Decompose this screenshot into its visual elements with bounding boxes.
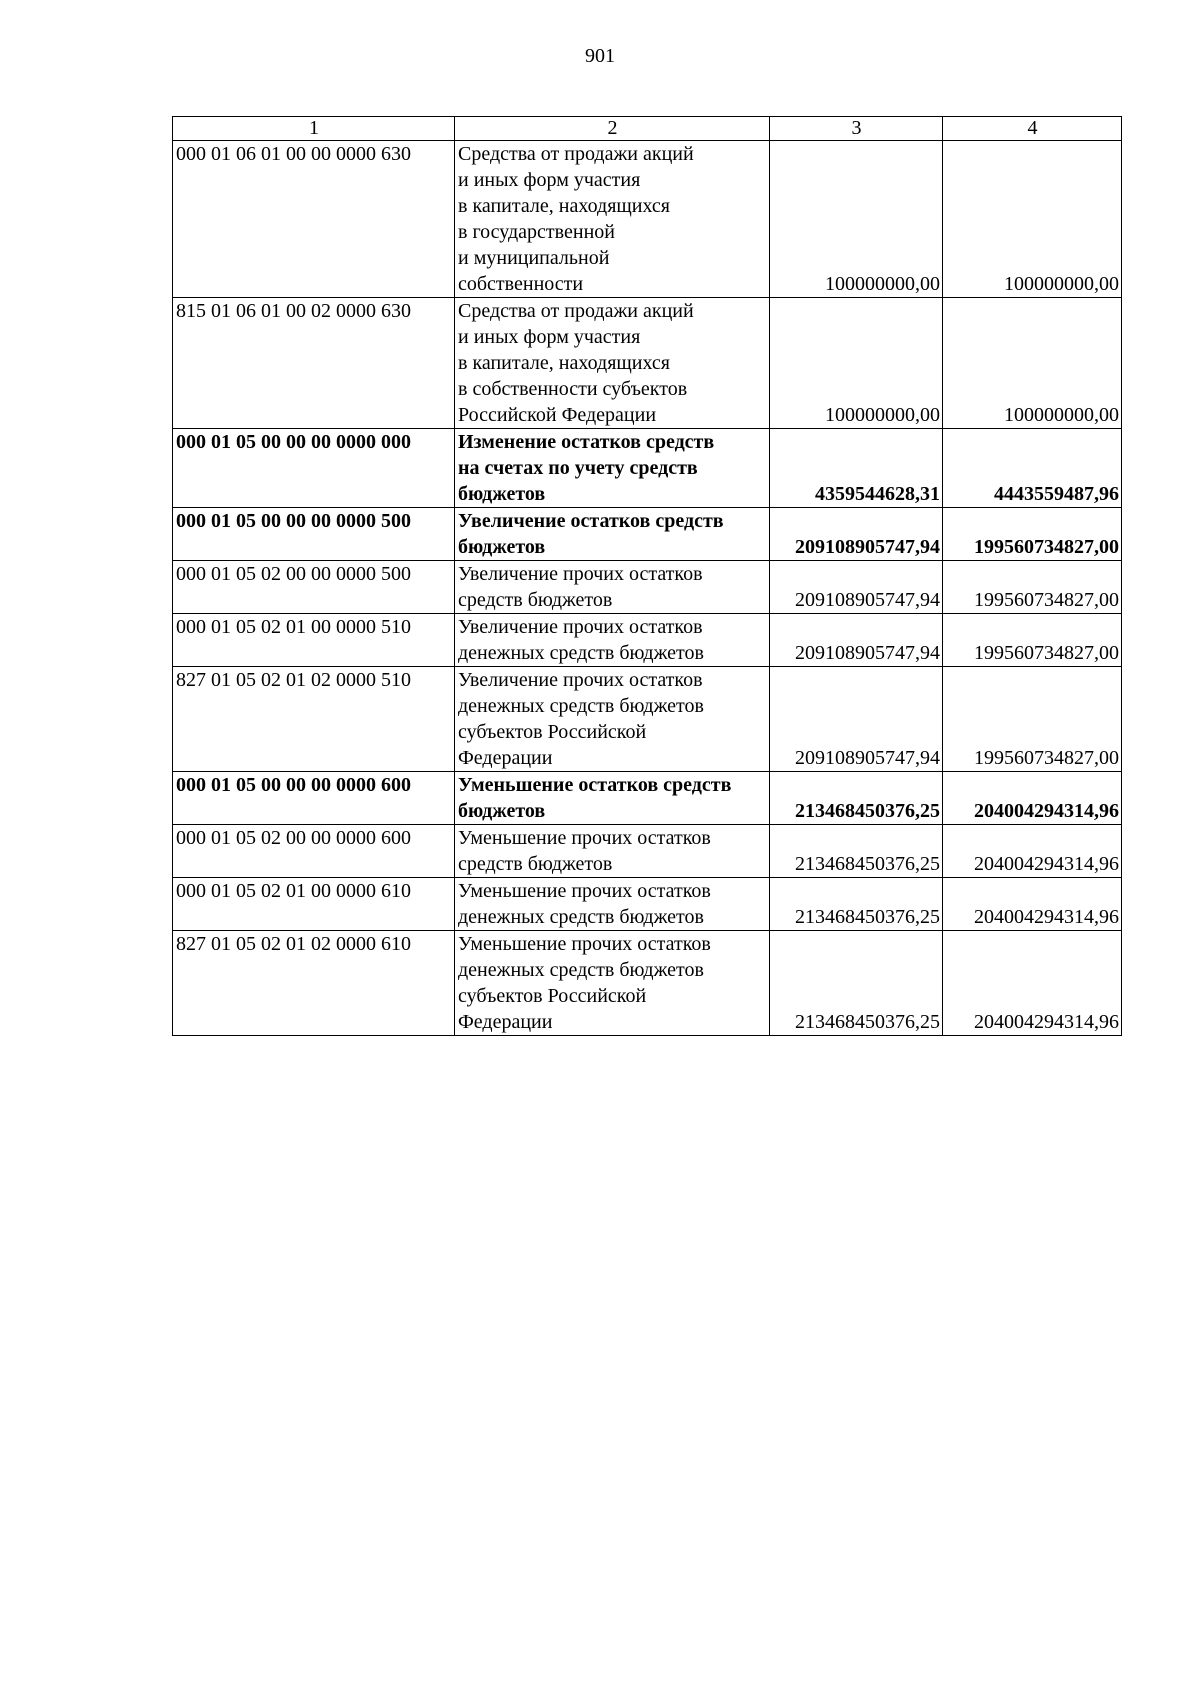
amount-cell-col4: 4443559487,96 <box>943 429 1122 508</box>
description-cell: Уменьшение прочих остатков денежных средств бюджетов <box>455 878 770 931</box>
description-cell: Средства от продажи акций и иных форм участия в капитале, находящихся в собственности субъектов Российской Федерации <box>455 298 770 429</box>
amount-cell-col4: 204004294314,96 <box>943 931 1122 1036</box>
table-row <box>173 667 1122 772</box>
description-cell: Уменьшение прочих остатков средств бюджетов <box>455 825 770 878</box>
code-cell: 815 01 06 01 00 02 0000 630 <box>173 298 455 429</box>
column-header-4: 4 <box>943 117 1122 141</box>
table-row <box>173 561 1122 614</box>
amount-cell-col4: 199560734827,00 <box>943 561 1122 614</box>
table-row <box>173 931 1122 1036</box>
code-cell: 000 01 05 02 01 00 0000 610 <box>173 878 455 931</box>
page-number: 901 <box>585 45 615 67</box>
code-cell: 827 01 05 02 01 02 0000 610 <box>173 931 455 1036</box>
table-row <box>173 429 1122 508</box>
description-cell: Уменьшение прочих остатков денежных средств бюджетов субъектов Российской Федерации <box>455 931 770 1036</box>
table-row <box>173 298 1122 429</box>
code-cell: 000 01 05 00 00 00 0000 500 <box>173 508 455 561</box>
table-row <box>173 878 1122 931</box>
amount-cell-col3: 213468450376,25 <box>770 772 943 825</box>
column-header-2: 2 <box>455 117 770 141</box>
code-cell: 000 01 05 02 01 00 0000 510 <box>173 614 455 667</box>
amount-cell-col3: 209108905747,94 <box>770 667 943 772</box>
amount-cell-col4: 204004294314,96 <box>943 878 1122 931</box>
description-cell: Увеличение прочих остатков денежных средств бюджетов субъектов Российской Федерации <box>455 667 770 772</box>
description-cell: Средства от продажи акций и иных форм участия в капитале, находящихся в государственной и муниципальной собственности <box>455 141 770 298</box>
description-cell: Увеличение прочих остатков денежных средств бюджетов <box>455 614 770 667</box>
code-cell: 000 01 05 02 00 00 0000 500 <box>173 561 455 614</box>
column-header-1: 1 <box>173 117 455 141</box>
amount-cell-col3: 213468450376,25 <box>770 878 943 931</box>
amount-cell-col3: 209108905747,94 <box>770 614 943 667</box>
amount-cell-col4: 204004294314,96 <box>943 825 1122 878</box>
amount-cell-col4: 199560734827,00 <box>943 508 1122 561</box>
amount-cell-col4: 199560734827,00 <box>943 667 1122 772</box>
amount-cell-col4: 199560734827,00 <box>943 614 1122 667</box>
column-header-3: 3 <box>770 117 943 141</box>
code-cell: 000 01 05 02 00 00 0000 600 <box>173 825 455 878</box>
amount-cell-col3: 209108905747,94 <box>770 561 943 614</box>
amount-cell-col3: 4359544628,31 <box>770 429 943 508</box>
code-cell: 000 01 05 00 00 00 0000 600 <box>173 772 455 825</box>
table-header <box>173 117 1122 141</box>
description-cell: Увеличение остатков средств бюджетов <box>455 508 770 561</box>
code-cell: 000 01 05 00 00 00 0000 000 <box>173 429 455 508</box>
amount-cell-col3: 100000000,00 <box>770 298 943 429</box>
amount-cell-col3: 209108905747,94 <box>770 508 943 561</box>
table-row <box>173 614 1122 667</box>
description-cell: Увеличение прочих остатков средств бюджетов <box>455 561 770 614</box>
amount-cell-col3: 213468450376,25 <box>770 825 943 878</box>
header-row <box>173 117 1122 141</box>
table-row <box>173 141 1122 298</box>
code-cell: 000 01 06 01 00 00 0000 630 <box>173 141 455 298</box>
table-row <box>173 508 1122 561</box>
code-cell: 827 01 05 02 01 02 0000 510 <box>173 667 455 772</box>
description-cell: Изменение остатков средств на счетах по учету средств бюджетов <box>455 429 770 508</box>
amount-cell-col4: 100000000,00 <box>943 298 1122 429</box>
description-cell: Уменьшение остатков средств бюджетов <box>455 772 770 825</box>
amount-cell-col4: 100000000,00 <box>943 141 1122 298</box>
table-body <box>173 141 1122 1036</box>
table-row <box>173 772 1122 825</box>
budget-sources-table <box>172 116 1122 1036</box>
table-row <box>173 825 1122 878</box>
amount-cell-col4: 204004294314,96 <box>943 772 1122 825</box>
amount-cell-col3: 100000000,00 <box>770 141 943 298</box>
amount-cell-col3: 213468450376,25 <box>770 931 943 1036</box>
